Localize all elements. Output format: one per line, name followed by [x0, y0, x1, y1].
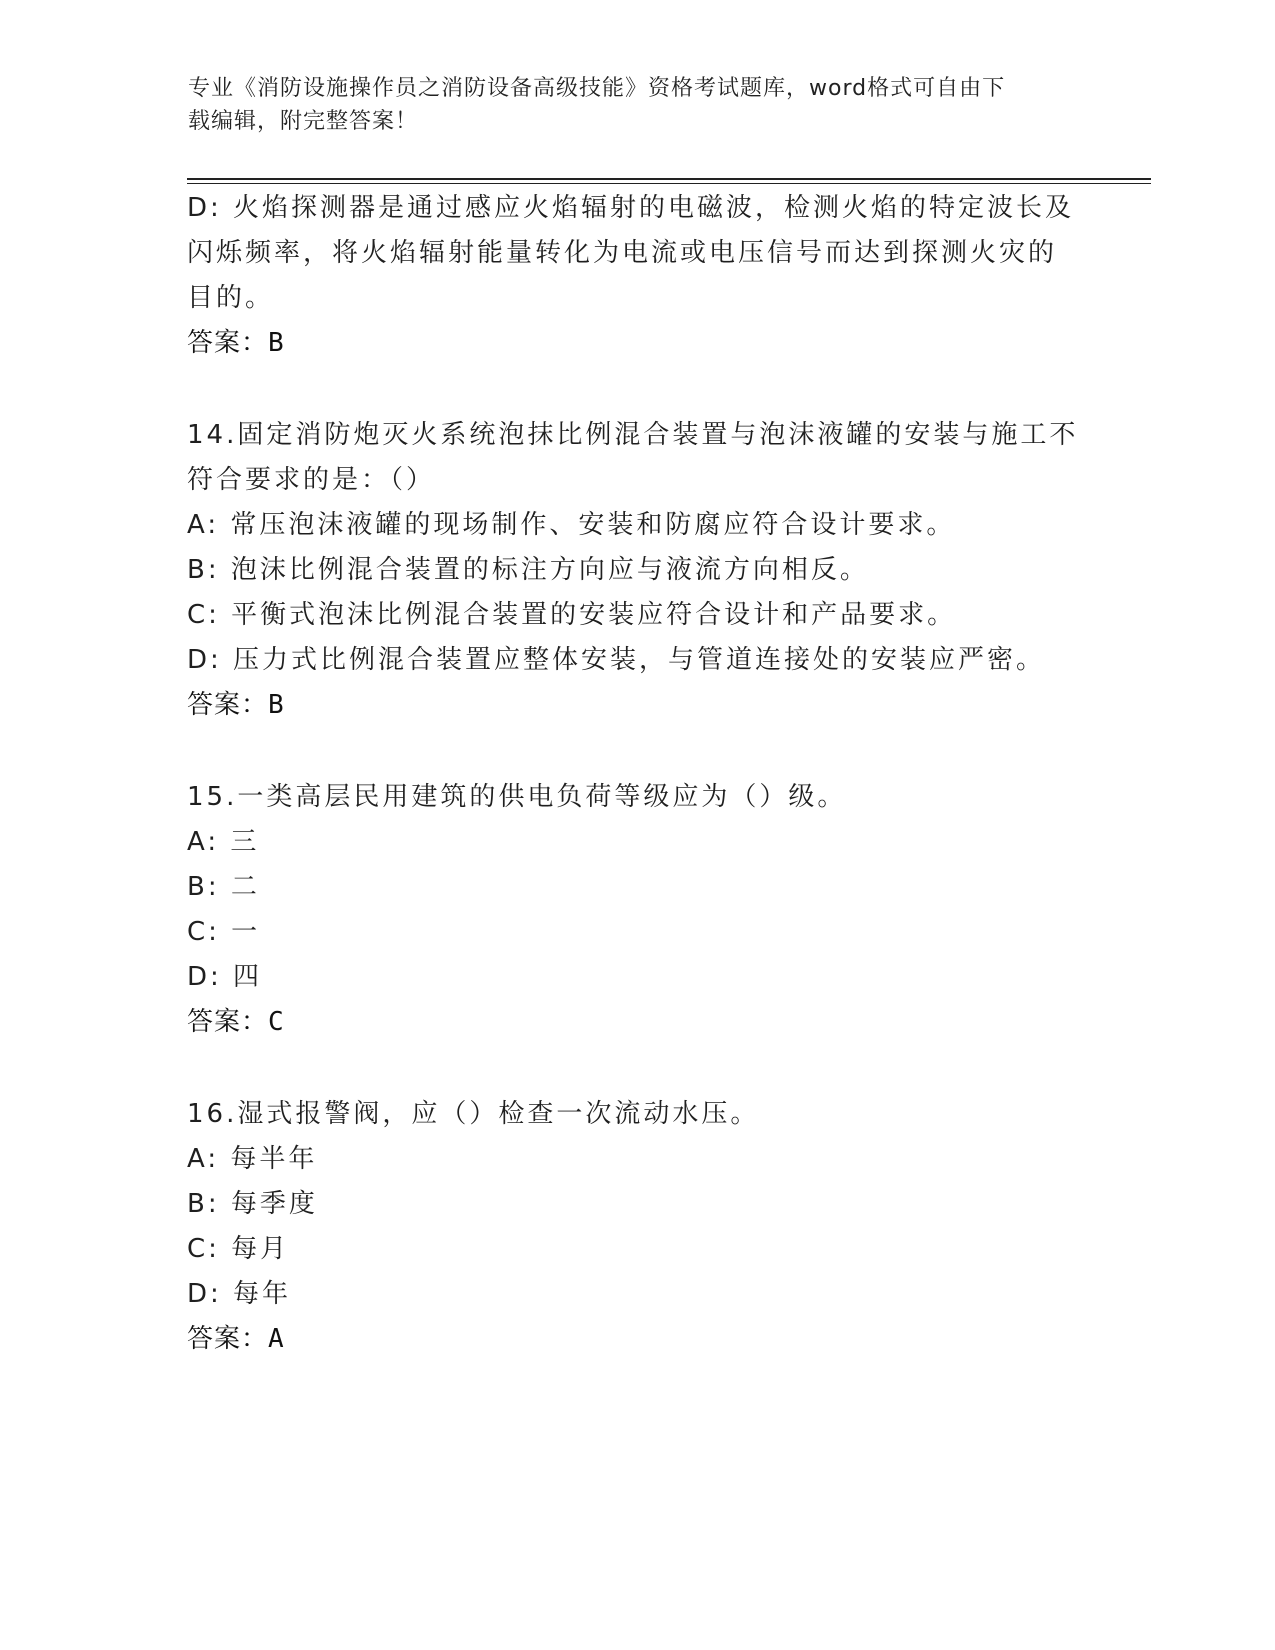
answer-line	[187, 321, 1087, 366]
answer-line	[187, 1000, 1087, 1045]
answer-value: A	[268, 1324, 284, 1354]
option-a: A: 三	[187, 827, 260, 857]
header-line-2: 载编辑，附完整答案！	[188, 109, 419, 134]
option-d-line-1: D: 火焰探测器是通过感应火焰辐射的电磁波，检测火焰的特定波长及	[187, 193, 1075, 223]
answer-value: B	[268, 690, 284, 720]
header-divider-thin	[187, 183, 1151, 184]
answer-label: 答案：	[187, 690, 269, 720]
option-c: C: 每月	[187, 1234, 290, 1264]
header-line-1: 专业《消防设施操作员之消防设备高级技能》资格考试题库，word格式可自由下	[188, 76, 1006, 101]
answer-line	[187, 1317, 1087, 1362]
option-d-line-3: 目的。	[187, 283, 275, 313]
question-13-continued	[187, 186, 1087, 366]
question-stem: 16.湿式报警阀，应（）检查一次流动水压。	[187, 1099, 760, 1129]
option-a: A: 每半年	[187, 1144, 318, 1174]
answer-value: B	[268, 328, 284, 358]
answer-label: 答案：	[187, 1007, 269, 1037]
question-stem-line-2: 符合要求的是：（）	[187, 465, 436, 495]
option-c: C: 一	[187, 917, 261, 947]
question-14	[187, 413, 1087, 728]
document-header	[188, 72, 1068, 138]
question-stem-line-1: 14.固定消防炮灭火系统泡抹比例混合装置与泡沫液罐的安装与施工不	[187, 420, 1079, 450]
answer-label: 答案：	[187, 1324, 269, 1354]
option-b: B: 二	[187, 872, 260, 902]
header-divider-thick	[187, 178, 1151, 180]
option-b: B: 泡沫比例混合装置的标注方向应与液流方向相反。	[187, 555, 869, 585]
option-d-line-2: 闪烁频率，将火焰辐射能量转化为电流或电压信号而达到探测火灾的	[187, 238, 1058, 268]
answer-label: 答案：	[187, 328, 269, 358]
answer-value: C	[268, 1007, 284, 1037]
option-d: D: 压力式比例混合装置应整体安装，与管道连接处的安装应严密。	[187, 645, 1046, 675]
option-b: B: 每季度	[187, 1189, 318, 1219]
option-a: A: 常压泡沫液罐的现场制作、安装和防腐应符合设计要求。	[187, 510, 956, 540]
question-16	[187, 1092, 1087, 1362]
question-15	[187, 775, 1087, 1045]
option-c: C: 平衡式泡沫比例混合装置的安装应符合设计和产品要求。	[187, 600, 957, 630]
answer-line	[187, 683, 1087, 728]
option-d: D: 四	[187, 962, 263, 992]
question-stem: 15.一类高层民用建筑的供电负荷等级应为（）级。	[187, 782, 847, 812]
option-d: D: 每年	[187, 1279, 292, 1309]
